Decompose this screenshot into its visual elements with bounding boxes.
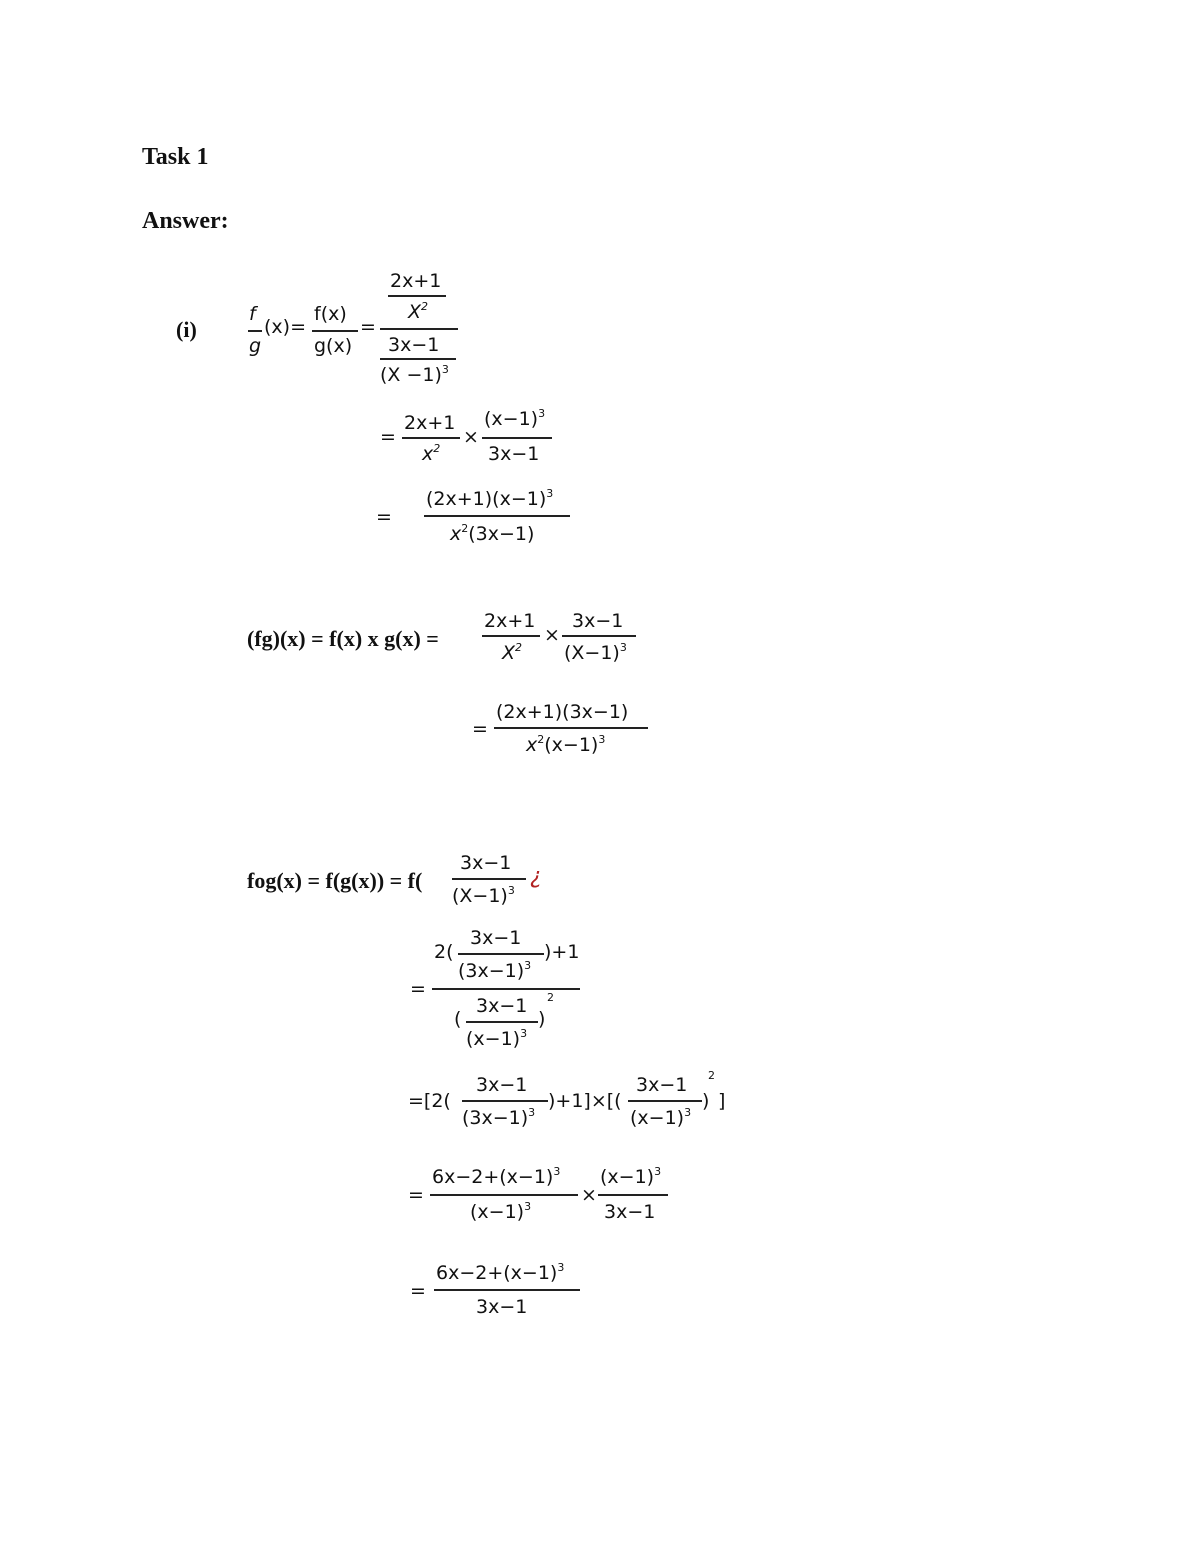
bottom-prefix: ( — [454, 1008, 462, 1030]
lhs-x: (x)= — [264, 316, 306, 338]
task-title: Task 1 — [142, 144, 209, 170]
argument-numerator: 3x−1 — [460, 852, 512, 874]
fraction-a-bar — [430, 1194, 578, 1196]
mid-fraction-bar — [312, 330, 358, 332]
mid-denominator: g(x) — [314, 335, 353, 357]
equals-sign: = — [410, 978, 426, 1000]
times-sign: × — [544, 624, 560, 646]
fraction-b-bar — [628, 1100, 702, 1102]
fraction-bar — [424, 515, 570, 517]
top-numerator: 2x+1 — [390, 270, 442, 292]
fraction-a-numerator: 3x−1 — [476, 1074, 528, 1096]
suffix: ) — [702, 1090, 710, 1112]
top-inner-numerator: 3x−1 — [470, 927, 522, 949]
bottom-exponent: 2 — [547, 991, 554, 1004]
fraction-b-bar — [562, 635, 636, 637]
fraction-b-bar — [482, 437, 552, 439]
mid-numerator: f(x) — [314, 303, 347, 325]
denominator: 3x−1 — [476, 1296, 528, 1318]
bottom-inner-numerator: 3x−1 — [476, 995, 528, 1017]
top-inner-bar — [458, 953, 544, 955]
lhs-f: f — [249, 303, 256, 325]
fraction-a-bar — [402, 437, 460, 439]
top-inner-denominator: $(3x-1)^3$ — [458, 959, 532, 982]
equals-sign: = — [472, 718, 488, 740]
closing-bracket: ] — [718, 1090, 726, 1112]
fraction-a-denominator: $X^2$ — [502, 641, 523, 664]
fraction-a-denominator: $(3x-1)^3$ — [462, 1106, 536, 1129]
bottom-inner-denominator: $(x-1)^3$ — [466, 1027, 528, 1050]
equals-sign: = — [408, 1184, 424, 1206]
fraction-b-denominator: 3x−1 — [488, 443, 540, 465]
fraction-b-denominator: $(X-1)^3$ — [564, 641, 627, 664]
prefix: =[2( — [408, 1090, 451, 1112]
fraction-b-numerator: $(x-1)^3$ — [600, 1165, 662, 1188]
bottom-denominator: $(X -1)^3$ — [380, 363, 449, 386]
times-sign: × — [463, 426, 479, 448]
lhs-g: g — [249, 335, 262, 357]
fg-label: (fg)(x) = f(x) x g(x) = — [247, 626, 439, 651]
bottom-suffix: ) — [538, 1008, 546, 1030]
fraction-a-numerator: 2x+1 — [484, 610, 536, 632]
fraction-a-numerator: 2x+1 — [404, 412, 456, 434]
fraction-bar — [494, 727, 648, 729]
fraction-b-numerator: 3x−1 — [636, 1074, 688, 1096]
fraction-b-denominator: $(x-1)^3$ — [630, 1106, 692, 1129]
fraction-b-bar — [598, 1194, 668, 1196]
times-sign: × — [581, 1184, 597, 1206]
fog-label: fog(x) = f(g(x)) = f( — [247, 868, 423, 893]
argument-denominator: $(X-1)^3$ — [452, 884, 515, 907]
equals-sign: = — [376, 506, 392, 528]
fraction-a-denominator: $(x-1)^3$ — [470, 1200, 532, 1223]
answer-heading: Answer: — [142, 208, 229, 234]
numerator: (2x+1)(3x−1) — [496, 701, 629, 723]
bottom-fraction-bar — [380, 358, 456, 360]
equals-sign: = — [360, 316, 376, 338]
part-i-label: (i) — [176, 317, 197, 342]
fraction-b-denominator: 3x−1 — [604, 1201, 656, 1223]
main-fraction-bar — [380, 328, 458, 330]
lhs-fraction-bar — [248, 330, 262, 332]
fraction-b-numerator: 3x−1 — [572, 610, 624, 632]
fraction-bar — [434, 1289, 580, 1291]
fraction-b-numerator: $(x-1)^3$ — [484, 407, 546, 430]
top-denominator: $X^2$ — [408, 300, 429, 323]
equals-sign: = — [380, 426, 396, 448]
middle-operators: )+1]×[( — [548, 1090, 622, 1112]
numerator: $6x-2+(x-1)^3$ — [436, 1261, 565, 1284]
fraction-a-bar — [462, 1100, 548, 1102]
suffix-exponent: 2 — [708, 1069, 715, 1082]
numerator: $(2x+1)(x-1)^3$ — [426, 487, 554, 510]
main-fraction-bar — [432, 988, 580, 990]
denominator: $x^2(3x-1)$ — [450, 522, 535, 545]
bottom-numerator: 3x−1 — [388, 334, 440, 356]
fraction-a-bar — [482, 635, 540, 637]
top-prefix: 2( — [434, 941, 454, 963]
denominator: $x^2(x-1)^3$ — [526, 733, 606, 756]
bottom-inner-bar — [466, 1021, 538, 1023]
top-fraction-bar — [388, 295, 446, 297]
stray-character: ¿ — [530, 864, 542, 889]
top-suffix: )+1 — [544, 941, 580, 963]
fraction-a-denominator: $x^2$ — [422, 442, 441, 465]
fraction-a-numerator: $6x-2+(x-1)^3$ — [432, 1165, 561, 1188]
equals-sign: = — [410, 1280, 426, 1302]
argument-fraction-bar — [452, 878, 526, 880]
